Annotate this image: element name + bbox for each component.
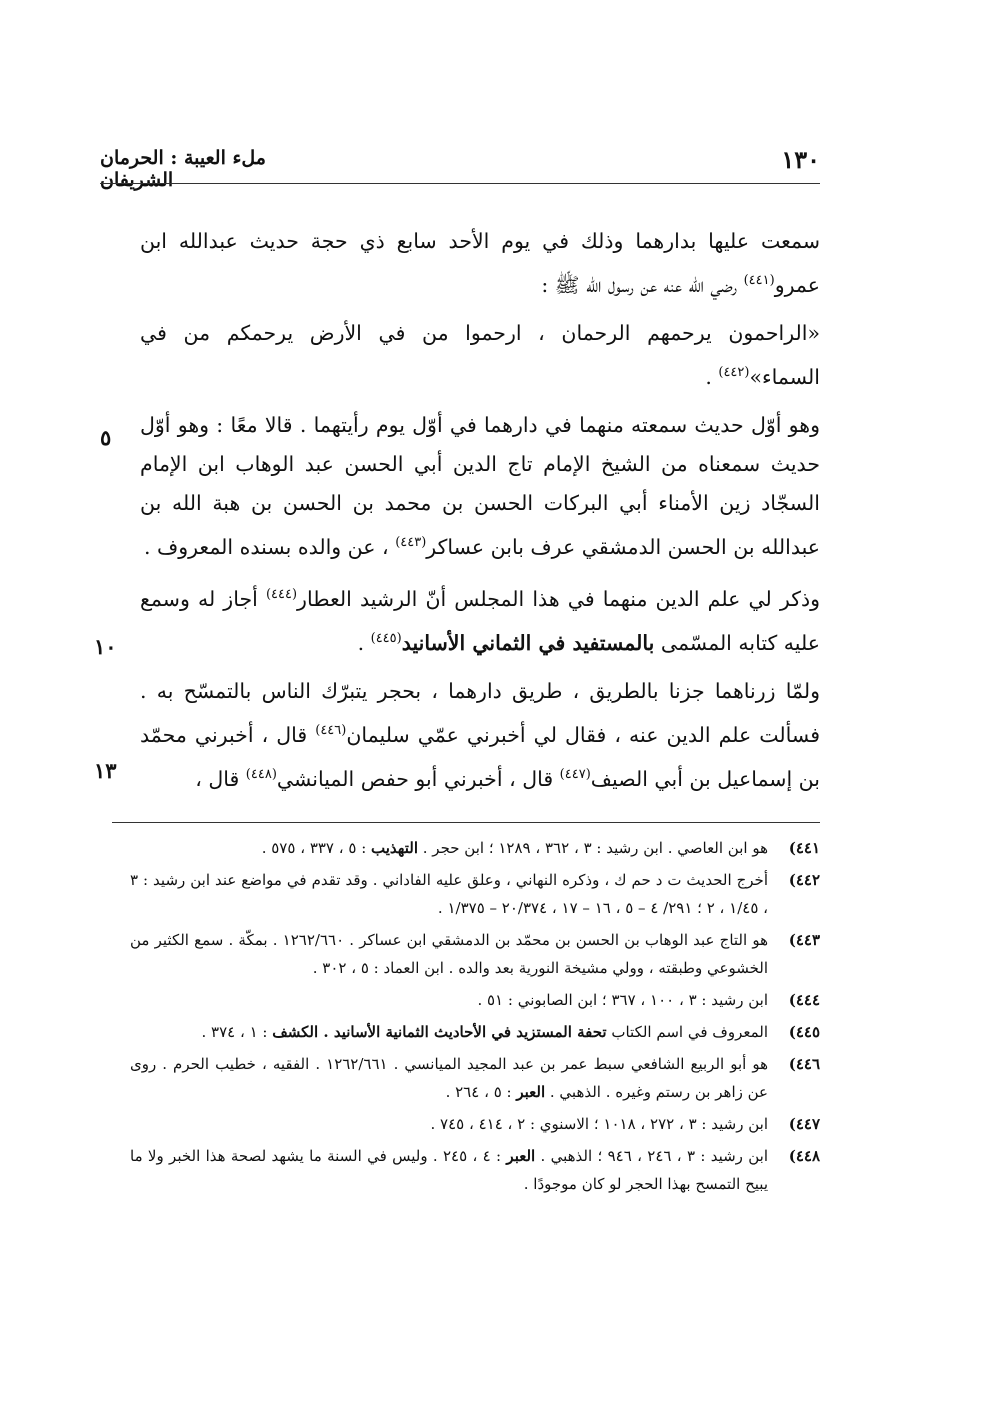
- line-number-13: ١٣: [94, 758, 117, 783]
- footnote-text: هو التاج عبد الوهاب بن الحسن بن محمّد بن الدمشقي ابن عساكر . ١٢٦٢/٦٦٠ . بمكّة . سمع الكثير من الخشوعي وطبقته ، وولي مشيخة النورية بعد والده . ابن العماد : ٥ ، ٣٠٢ .: [130, 931, 768, 977]
- text-run: سمعت عليها بدارهما وذلك في يوم الأحد سابع ذي حجة حديث عبدالله ابن عمرو: [140, 229, 820, 297]
- text-run: ولمّا زرناهما جزنا بالطريق ، طريق دارهما ، بحجر يتبرّك الناس بالتمسّح به . فسألت علم الدين عنه ، فقال لي أخبرني عمّي سليمان: [140, 679, 820, 747]
- text-run: وهو أوّل حديث سمعته منهما في دارهما في أوّل يوم رأيتهما . قالا معًا : وهو أوّل حديث سمعناه من الشيخ الإمام تاج الدين أبي الحسن عبد الوهاب ابن الإمام السجّاد زين الأمناء أبي البركات الحسن بن محمد بن الحسن بن هبة الله بن عبدالله بن الحسن الدمشقي عرف بابن عساكر: [140, 412, 820, 559]
- footnote-ref: (٤٤٦): [315, 723, 347, 739]
- footnote-number: ٤٤٤): [788, 991, 820, 1009]
- footnote-number: ٤٤٧): [788, 1115, 820, 1133]
- footnote-text: أخرج الحديث ت د حم ك ، وذكره النهاني ، وعلق عليه الفاداني . وقد تقدم في مواضع عند ابن رشيد : ٣ ، ١/٤٥ ، ٢ ؛ ٢٩١/ ٤ – ٥ ، ١٦ – ١٧ ، ٢٠/٣٧٤ – ١/٣٧٥ .: [130, 871, 768, 917]
- footnote: [130, 1050, 820, 1106]
- text-run: .: [357, 631, 371, 656]
- header-rule: [100, 183, 820, 184]
- text-run: قال ، أخبرني محمّد بن إسماعيل بن أبي الصيف: [140, 722, 820, 791]
- footnote-text: هو ابن العاصي . ابن رشيد : ٣ ، ٣٦٢ ، ١٢٨٩ ؛ ابن حجر . التهذيب : ٥ ، ٣٣٧ ، ٥٧٥ .: [261, 839, 768, 857]
- paragraph: [140, 672, 820, 799]
- line-number-5: ٥: [100, 425, 112, 450]
- line-number-10: ١٠: [94, 634, 117, 659]
- running-title: ملء العيبة : الحرمان الشريفان: [100, 147, 266, 191]
- footnote-ref: (٤٤٤): [265, 587, 298, 603]
- text-run: وذكر لي علم الدين منهما في هذا المجلس أنّ الرشيد العطار: [297, 587, 821, 612]
- footnote-ref: (٤٤٣): [395, 534, 427, 550]
- footnote: [130, 834, 820, 862]
- paragraph: [140, 314, 820, 397]
- footnote-number: ٤٤٣): [788, 931, 820, 949]
- text-run: رضي الله عنه عن رسول الله ﷺ :: [541, 272, 744, 297]
- footnote-text: ابن رشيد : ٣ ، ٢٧٢ ، ١٠١٨ ؛ الاسنوي : ٢ ، ٤١٤ ، ٧٤٥ .: [430, 1115, 768, 1133]
- footnote-number: ٤٤٥): [788, 1023, 820, 1041]
- footnote: [130, 1110, 820, 1138]
- main-text: [140, 222, 820, 808]
- text-run: قال ،: [195, 766, 246, 791]
- footnote-number: ٤٤٦): [788, 1055, 820, 1073]
- footnote-ref: (٤٤٨): [245, 766, 277, 782]
- page-number: ١٣٠: [781, 145, 820, 174]
- text-run: «الراحمون يرحمهم الرحمان ، ارحموا من في الأرض يرحمكم من في السماء»: [140, 320, 820, 389]
- paragraph: [140, 406, 820, 567]
- footnote-rule: [112, 822, 820, 823]
- footnote-text: هو أبو الربيع الشافعي سبط عمر بن عبد المجيد الميانسي . ١٢٦٢/٦٦١ . الفقيه ، خطيب الحرم . روى عن زاهر بن رستم وغيره . الذهبي . العبر : ٥ ، ٢٦٤ .: [130, 1055, 769, 1101]
- text-run: قال ، أخبرني أبو حفص الميانشي: [276, 766, 560, 791]
- footnote-ref: (٤٤٧): [559, 766, 591, 782]
- footnote: [130, 1018, 820, 1046]
- text-run: .: [705, 364, 719, 389]
- text-run: أجاز له وسمع عليه كتابه المسّمى: [140, 587, 820, 656]
- footnote-number: ٤٤٨): [788, 1147, 820, 1165]
- footnote-ref: (٤٤٢): [718, 364, 750, 380]
- footnotes: [130, 834, 820, 1202]
- footnote: [130, 986, 820, 1014]
- footnote-ref: (٤٤١): [743, 273, 775, 288]
- footnote-text: ابن رشيد : ٣ ، ١٠٠ ، ٣٦٧ ؛ ابن الصابوني : ٥١ .: [477, 991, 768, 1009]
- footnote: [130, 866, 820, 922]
- footnote-text: ابن رشيد : ٣ ، ٢٤٦ ، ٩٤٦ ؛ الذهبي . العبر : ٤ ، ٢٤٥ . وليس في السنة ما يشهد لصحة هذا الخبر ولا ما يبيح التمسح بهذا الحجر لو كان موجودًا .: [130, 1147, 768, 1193]
- footnote: [130, 1142, 820, 1198]
- footnote-number: ٤٤١): [788, 839, 820, 857]
- text-run: ، عن والده بسنده المعروف .: [143, 534, 396, 559]
- footnote-number: ٤٤٢): [788, 871, 820, 889]
- footnote: [130, 926, 820, 982]
- footnote-text: المعروف في اسم الكتاب تحفة المستزيد في الأحاديث الثمانية الأسانيد . الكشف : ١ ، ٣٧٤ .: [201, 1023, 768, 1041]
- paragraph: [140, 575, 820, 663]
- footnote-ref: (٤٤٥): [370, 631, 402, 647]
- paragraph: [140, 222, 820, 305]
- book-title: بالمستفيد في الثماني الأسانيد: [401, 631, 655, 656]
